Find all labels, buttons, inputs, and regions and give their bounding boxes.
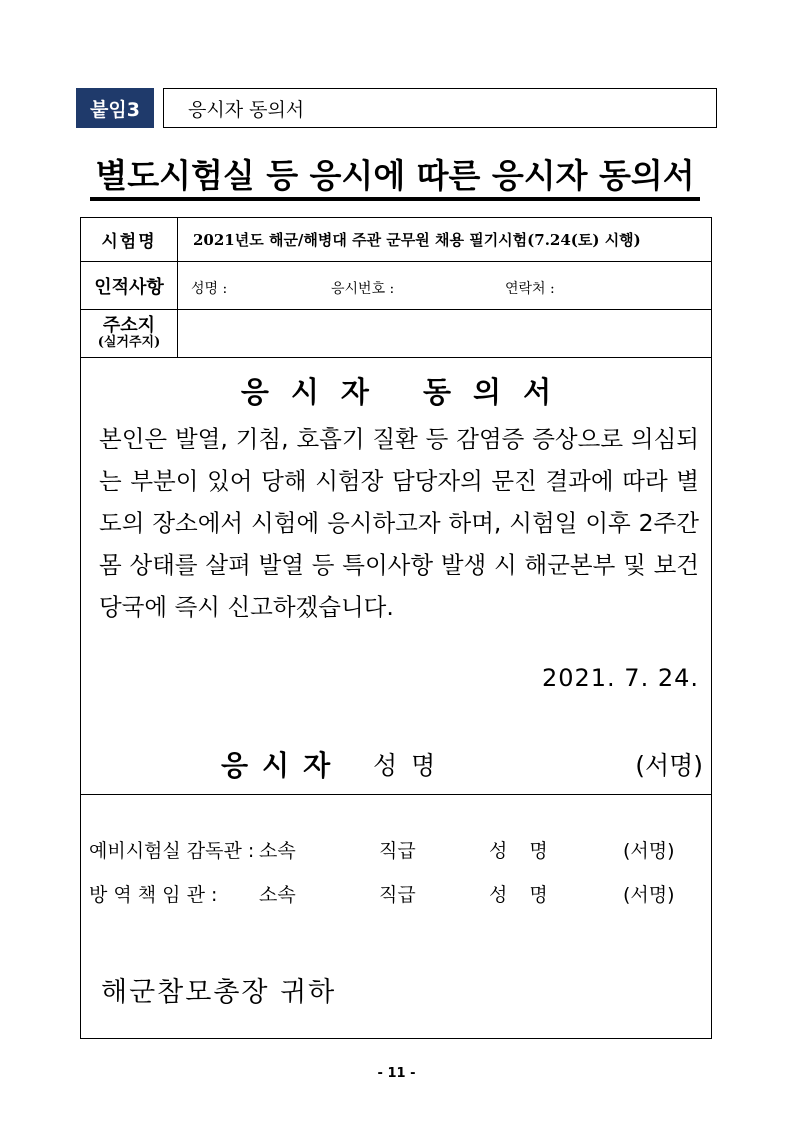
contact-field[interactable]: 연락처 : <box>505 281 555 297</box>
consent-heading: 응시자 동의서 <box>240 375 574 409</box>
name-field[interactable]: 성명 : <box>191 281 228 297</box>
official-role: 예비시험실 감독관 : <box>89 840 255 862</box>
attachment-badge: 붙임3 <box>76 88 154 128</box>
section-divider <box>81 794 711 795</box>
official-row <box>89 880 699 906</box>
applicant-number-field[interactable]: 응시번호 : <box>331 281 395 297</box>
exam-label: 시험명 <box>81 218 178 261</box>
addressee: 해군참모총장 귀하 <box>101 977 337 1008</box>
page-number: - 11 - <box>377 1066 416 1081</box>
consent-body: 본인은 발열, 기침, 호흡기 질환 등 감염증 증상으로 의심되는 부분이 있어 당해 시험장 담당자의 문진 결과에 따라 별도의 장소에서 시험에 응시하고자 하며, 시험일 이후 2주간 몸 상태를 살펴 발열 등 특이사항 발생 시 해군본부 및 보건당국에 즉시 신고하겠습니다. <box>99 425 699 621</box>
official-signature[interactable]: (서명) <box>623 840 675 862</box>
official-affiliation: 소속 <box>259 884 296 906</box>
official-rank: 직급 <box>379 884 416 906</box>
applicant-label: 응시자 <box>221 749 345 782</box>
applicant-signature[interactable]: (서명) <box>635 751 703 780</box>
exam-value: 2021년도 해군/해병대 주관 군무원 채용 필기시험(7.24(토) 시행) <box>193 231 641 249</box>
official-affiliation: 소속 <box>259 840 296 862</box>
official-name: 성 명 <box>489 884 556 906</box>
address-label <box>81 310 178 357</box>
applicant-signature-row <box>81 744 711 784</box>
applicant-name-label: 성명 <box>373 751 450 780</box>
page-title: 별도시험실 등 응시에 따른 응시자 동의서 <box>95 156 695 195</box>
address-label-sub: (실거주지) <box>97 335 161 350</box>
consent-date: 2021. 7. 24. <box>541 664 699 692</box>
consent-form <box>80 217 712 1039</box>
exam-row <box>81 218 711 262</box>
address-label-main: 주소지 <box>102 315 156 336</box>
personal-row <box>81 262 711 310</box>
official-row <box>89 836 699 862</box>
attachment-label <box>163 88 717 128</box>
official-role: 방 역 책 임 관 : <box>89 884 218 906</box>
title-underline <box>90 197 700 201</box>
official-signature[interactable]: (서명) <box>623 884 675 906</box>
attachment-label-text: 응시자 동의서 <box>188 98 305 121</box>
personal-label: 인적사항 <box>81 262 178 309</box>
address-row <box>81 310 711 358</box>
official-rank: 직급 <box>379 840 416 862</box>
address-value[interactable] <box>177 310 711 357</box>
official-name: 성 명 <box>489 840 556 862</box>
personal-fields <box>177 262 711 309</box>
